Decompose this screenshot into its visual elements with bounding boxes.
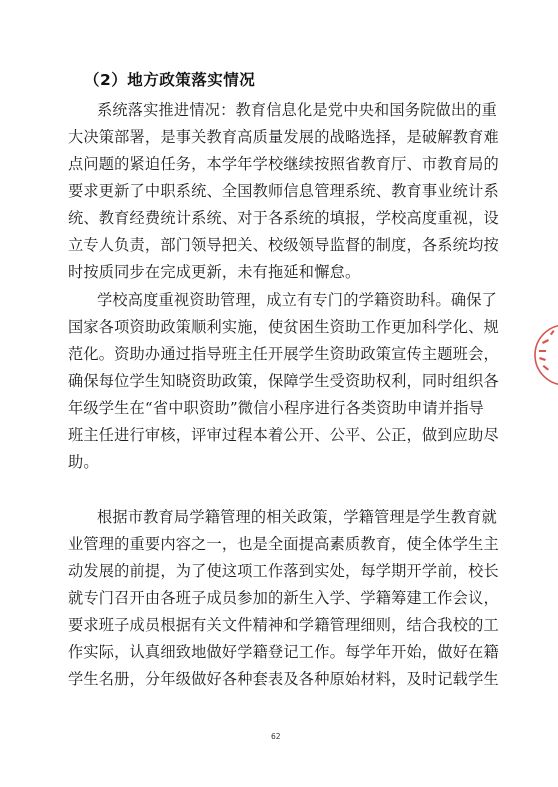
paragraph-line: 系统落实推进情况：教育信息化是党中央和国务院做出的重 bbox=[97, 101, 498, 119]
paragraph-line: 学校高度重视资助管理，成立有专门的学籍资助科。确保了 bbox=[97, 291, 498, 309]
paragraph-line: 统、教育经费统计系统、对于各系统的填报，学校高度重视，设 bbox=[68, 209, 499, 227]
paragraph-line: 作实际，认真细致地做好学籍登记工作。每学年开始，做好在籍 bbox=[68, 643, 499, 661]
paragraph-line: 范化。资助办通过指导班主任开展学生资助政策宣传主题班会， bbox=[68, 345, 499, 363]
paragraph-line: 时按质同步在完成更新，未有拖延和懈怠。 bbox=[68, 263, 361, 281]
paragraph-line: 学生名册，分年级做好各种套表及各种原始材料，及时记载学生 bbox=[68, 670, 499, 688]
page-number: 62 bbox=[271, 732, 281, 741]
paragraph-line: 要求班子成员根据有关文件精神和学籍管理细则，结合我校的工 bbox=[68, 616, 499, 634]
paragraph-line: 助。 bbox=[68, 453, 99, 471]
paragraph-line: 大决策部署，是事关教育高质量发展的战略选择，是破解教育难 bbox=[68, 128, 499, 146]
paragraph-line: 班主任进行审核，评审过程本着公开、公平、公正，做到应助尽 bbox=[68, 426, 499, 444]
paragraph-line: 点问题的紧迫任务，本学年学校继续按照省教育厅、市教育局的 bbox=[68, 155, 499, 173]
red-seal-stamp bbox=[530, 320, 558, 390]
paragraph-line: 根据市教育局学籍管理的相关政策，学籍管理是学生教育就 bbox=[97, 508, 498, 526]
paragraph-line: 要求更新了中职系统、全国教师信息管理系统、教育事业统计系 bbox=[68, 182, 499, 200]
paragraph-line: 业管理的重要内容之一，也是全面提高素质教育，使全体学生主 bbox=[68, 535, 499, 553]
section-heading: （2）地方政策落实情况 bbox=[84, 71, 256, 89]
paragraph-line: 立专人负责，部门领导把关、校级领导监督的制度，各系统均按 bbox=[68, 236, 499, 254]
paragraph-line: 年级学生在“省中职资助”微信小程序进行各类资助申请并指导 bbox=[68, 399, 485, 417]
paragraph-line: 确保每位学生知晓资助政策，保障学生受资助权利，同时组织各 bbox=[68, 372, 499, 390]
paragraph-line: 国家各项资助政策顺利实施，使贫困生资助工作更加科学化、规 bbox=[68, 318, 499, 336]
paragraph-line: 就专门召开由各班子成员参加的新生入学、学籍筹建工作会议， bbox=[68, 589, 499, 607]
paragraph-line: 动发展的前提，为了使这项工作落到实处，每学期开学前，校长 bbox=[68, 562, 499, 580]
